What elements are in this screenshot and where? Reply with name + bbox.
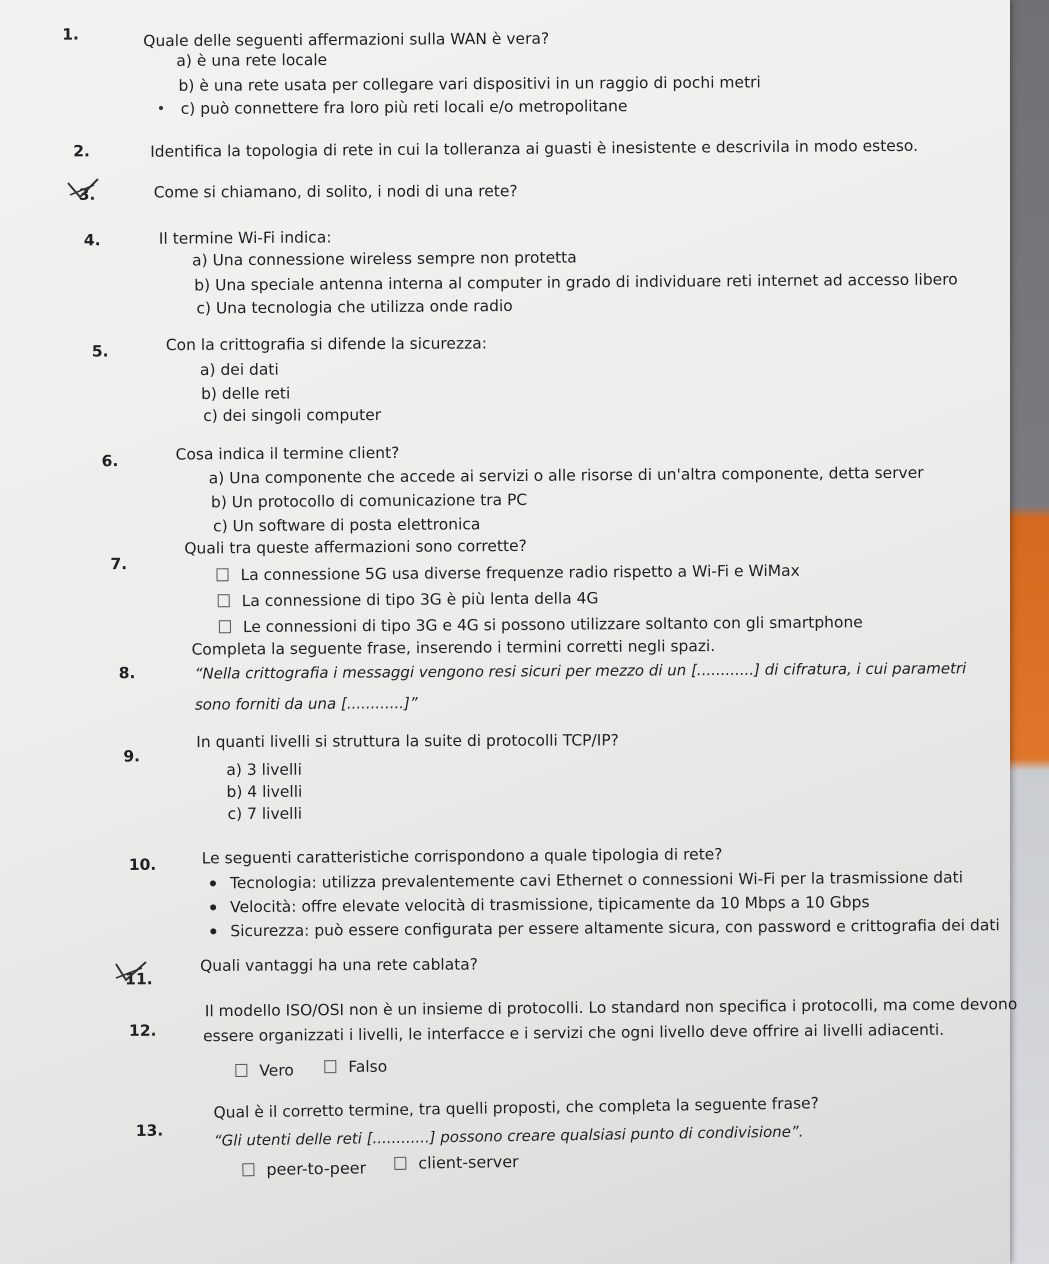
checkbox[interactable] — [235, 1064, 247, 1077]
question-number: 8. — [118, 664, 136, 683]
answer-option: a) dei dati — [199, 360, 279, 379]
question-text-continued: essere organizzati i livelli, le interfacce e i servizi che ogni livello deve offrire ai livelli adiacenti. — [202, 1020, 945, 1046]
answer-option: c) 7 livelli — [227, 804, 303, 824]
answer-option: a) è una rete locale — [176, 51, 328, 70]
option-label: peer-to-peer — [266, 1158, 367, 1179]
question-text: Come si chiamano, di solito, i nodi di una rete? — [153, 182, 518, 202]
question-text: Qual è il corretto termine, tra quelli proposti, che completa la seguente frase? — [213, 1094, 819, 1122]
question-text: Quale delle seguenti affermazioni sulla WAN è vera? — [143, 29, 550, 51]
answer-option: c) dei singoli computer — [203, 406, 382, 425]
handwritten-cross-mark — [114, 960, 148, 982]
checkbox[interactable] — [216, 568, 228, 581]
question-number: 10. — [128, 855, 157, 875]
question-text: Il modello ISO/OSI non è un insieme di protocolli. Lo standard non specifica i protocolli, ma come devono — [204, 995, 1018, 1021]
fill-in-sentence: “Gli utenti delle reti [............] possono creare qualsiasi punto di condivisione”. — [213, 1122, 804, 1150]
question-text: Quali tra queste affermazioni sono corrette? — [184, 536, 527, 558]
question-text: Identifica la topologia di rete in cui la tolleranza ai guasti è inesistente e descrivila in modo esteso. — [150, 136, 919, 161]
question-number: 11. — [125, 970, 153, 989]
answer-option: b) Una speciale antenna interna al computer in grado di individuare reti internet ad accesso libero — [194, 270, 958, 295]
checkbox-option-false[interactable] — [324, 1057, 387, 1078]
question-number: 4. — [83, 231, 101, 250]
question-number: 9. — [123, 747, 141, 766]
answer-option: c) Una tecnologia che utilizza onde radio — [196, 296, 513, 318]
checkbox-option-true[interactable] — [235, 1060, 294, 1081]
question-number: 5. — [91, 342, 109, 361]
bullet-text: Tecnologia: utilizza prevalentemente cavi Ethernet o connessioni Wi-Fi per la trasmissione dati — [229, 868, 964, 893]
option-label: client-server — [418, 1151, 519, 1173]
bullet-text: Sicurezza: può essere configurata per essere altamente sicura, con password e crittografia dei dati — [230, 916, 1000, 941]
checkbox[interactable] — [394, 1157, 406, 1170]
question-text: Completa la seguente frase, inserendo i termini corretti negli spazi. — [191, 637, 716, 659]
checkbox[interactable] — [218, 594, 230, 607]
checkbox[interactable] — [324, 1060, 336, 1073]
handwritten-cross-mark — [66, 177, 100, 199]
question-number: 6. — [101, 452, 119, 471]
question-text: Cosa indica il termine client? — [175, 443, 400, 464]
question-number: 2. — [73, 142, 90, 161]
answer-option: c) Un software di posta elettronica — [213, 515, 481, 536]
bullet-item — [210, 915, 1000, 941]
checkbox-option[interactable] — [219, 612, 863, 637]
option-label: La connessione di tipo 3G è più lenta della 4G — [241, 589, 599, 611]
question-text: Il termine Wi-Fi indica: — [158, 228, 332, 248]
option-label: La connessione 5G usa diverse frequenze radio rispetto a Wi-Fi e WiMax — [240, 561, 800, 585]
option-label: Falso — [348, 1057, 388, 1077]
checkbox[interactable] — [242, 1163, 254, 1176]
bullet-item — [210, 867, 963, 893]
fill-in-sentence: “Nella crittografia i messaggi vengono resi sicuri per mezzo di un [............] di cifratura, i cui parametri — [194, 659, 967, 683]
bullet-text: Velocità: offre elevate velocità di trasmissione, tipicamente da 10 Mbps a 10 Gbps — [230, 893, 870, 917]
question-number: 7. — [110, 555, 128, 574]
bullet-item — [210, 892, 870, 917]
question-text: In quanti livelli si struttura la suite di protocolli TCP/IP? — [196, 731, 619, 752]
answer-option: b) è una rete usata per collegare vari dispositivi in un raggio di pochi metri — [178, 73, 761, 95]
option-label: Vero — [259, 1061, 294, 1080]
checkbox-option[interactable] — [218, 588, 599, 611]
pen-dot — [159, 106, 163, 110]
option-label: Le connessioni di tipo 3G e 4G si possono utilizzare soltanto con gli smartphone — [242, 613, 863, 637]
question-number: 12. — [128, 1021, 157, 1040]
bullet-icon — [210, 904, 216, 910]
question-text: Quali vantaggi ha una rete cablata? — [200, 955, 479, 975]
answer-option: b) delle reti — [201, 384, 291, 403]
checkbox[interactable] — [219, 620, 231, 633]
answer-option: a) 3 livelli — [226, 760, 302, 780]
question-text: Con la crittografia si difende la sicurezza: — [165, 334, 487, 355]
checkbox-option[interactable] — [216, 561, 799, 586]
answer-option: b) Un protocollo di comunicazione tra PC — [210, 490, 528, 512]
question-text: Le seguenti caratteristiche corrispondono a quale tipologia di rete? — [201, 845, 723, 868]
question-number: 3. — [78, 185, 96, 204]
bullet-icon — [210, 928, 216, 934]
answer-option: a) Una connessione wireless sempre non protetta — [191, 248, 577, 270]
answer-option: a) Una componente che accede ai servizi o alle risorse di un'altra componente, detta server — [208, 463, 924, 488]
question-number: 13. — [135, 1121, 164, 1141]
answer-option: c) può connettere fra loro più reti locali e/o metropolitane — [180, 97, 628, 118]
bullet-icon — [210, 880, 216, 886]
answer-option: b) 4 livelli — [226, 782, 303, 802]
checkbox-option-client-server[interactable] — [394, 1152, 519, 1174]
checkbox-option-peer-to-peer[interactable] — [242, 1158, 366, 1180]
question-number: 1. — [62, 25, 79, 44]
fill-in-sentence-continued: sono forniti da una [............]” — [194, 694, 418, 714]
